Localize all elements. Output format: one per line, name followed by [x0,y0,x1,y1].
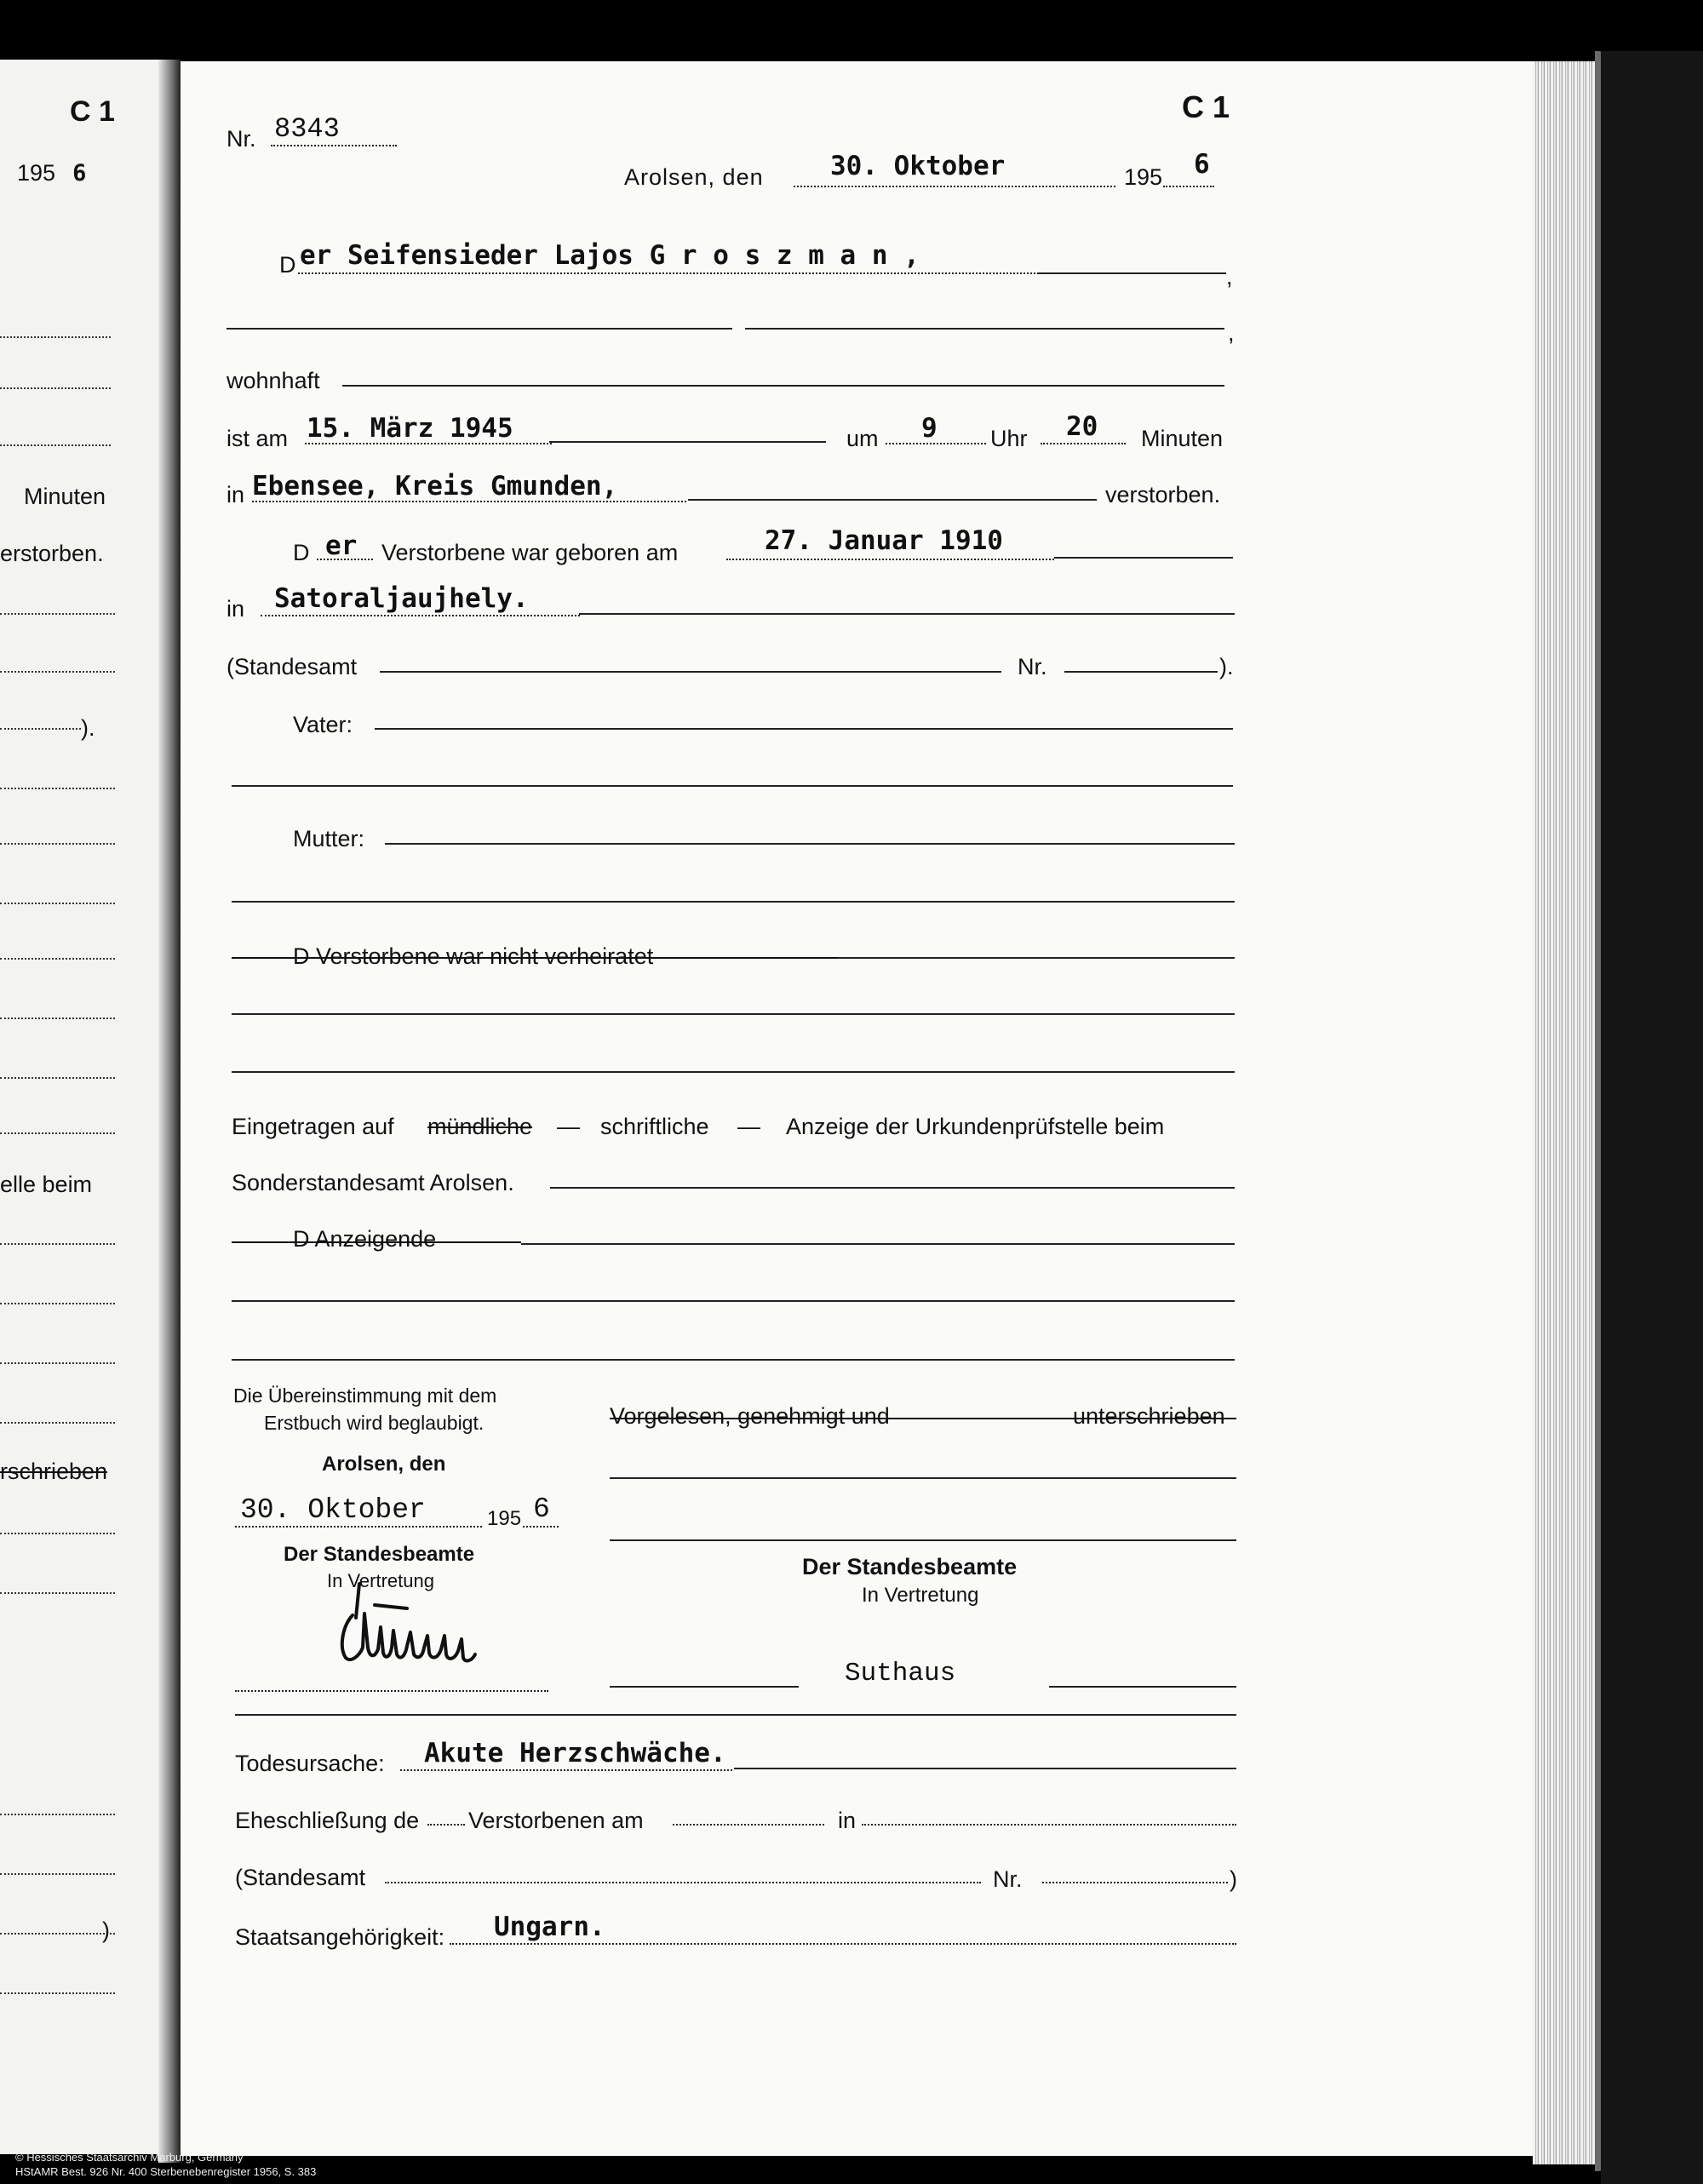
entry-year-digit: 6 [1194,149,1210,180]
death-in-label: in [226,482,245,507]
read-approved: Vorgelesen, genehmigt und [610,1403,890,1429]
certification-line2: Erstbuch wird beglaubigt. [264,1412,485,1434]
marriage-label: Eheschließung de [235,1808,420,1833]
left-page-beim: elle beim [0,1172,93,1197]
certification-line1: Die Übereinstimmung mit dem [233,1384,497,1407]
person-prefix: D [279,252,296,278]
oral-option: mündliche [427,1114,533,1139]
death-place: Ebensee, Kreis Gmunden, [252,471,618,502]
left-page-code: C 1 [70,95,115,128]
official-title-right: Der Standesbeamte [802,1554,1018,1579]
nationality-label: Staatsangehörigkeit: [235,1924,445,1950]
death-minute: 20 [1066,411,1098,442]
marriage-registry-nr: Nr. [993,1866,1023,1892]
marriage-mid: Verstorbenen am [468,1808,644,1833]
birth-place: Satoraljaujhely. [274,583,529,614]
official-title-left: Der Standesbeamte [284,1543,475,1566]
official-sub-left: In Vertretung [327,1570,434,1591]
entered-on-label: Eingetragen auf [232,1114,394,1139]
marriage-registry-close: ) [1230,1866,1237,1892]
nr-label: Nr. [226,126,256,152]
birth-in-label: in [226,596,245,622]
certification-year-prefix: 195 [487,1507,522,1530]
marriage-in: in [838,1808,857,1833]
left-page-signed: rschrieben [0,1459,108,1484]
archive-credit-line2: HStAMR Best. 926 Nr. 400 Sterbenebenregister 1956, S. 383 [15,2165,317,2178]
left-page [0,60,175,2154]
report-text: Anzeige der Urkundenprüfstelle beim [786,1114,1165,1139]
resident-label: wohnhaft [226,368,320,393]
book-gutter [158,60,181,2163]
left-page-paren2: ) [102,1917,110,1943]
born-label: Verstorbene war geboren am [381,540,679,565]
birth-registry-nr-label: Nr. [1018,654,1047,679]
signed-label: unterschrieben [1073,1403,1225,1429]
form-code: C 1 [1182,89,1230,124]
certification-year-digit: 6 [533,1493,550,1525]
certification-date: 30. Oktober [240,1494,426,1526]
at-label: um [846,426,879,451]
page-edges [1533,61,1601,2164]
death-hour: 9 [921,413,938,444]
left-page-year: 195 6 [17,160,87,186]
nationality-value: Ungarn. [494,1912,605,1942]
left-page-minutes: Minuten [24,484,106,509]
left-page-died: erstorben. [0,541,104,566]
cause-value: Akute Herzschwäche. [424,1738,726,1768]
marriage-registry-label: (Standesamt [235,1865,366,1890]
book-cover [1601,51,1703,2184]
left-page-paren: ). [81,715,95,741]
died-label: verstorben. [1105,482,1221,507]
signature-image [334,1579,487,1673]
born-suffix: er [325,530,358,561]
signer-name: Suthaus [845,1659,956,1688]
nr-value: 8343 [274,113,340,145]
informant-text: D Anzeigende [293,1226,437,1252]
archive-credit [15,2150,316,2179]
written-option: schriftliche [600,1114,709,1139]
birth-date: 27. Januar 1910 [765,525,1003,556]
archive-credit-line1: © Hessisches Staatsarchiv Marburg, Germany [15,2151,244,2164]
birth-registry-close: ). [1219,654,1234,679]
cause-label: Todesursache: [235,1751,385,1776]
death-date: 15. März 1945 [307,413,513,444]
died-on-label: ist am [226,426,289,451]
birth-registry-label: (Standesamt [226,654,358,679]
place-date-label: Arolsen, den [624,164,764,190]
mother-label: Mutter: [293,826,365,851]
office-text: Sonderstandesamt Arolsen. [232,1170,514,1195]
official-sub-right: In Vertretung [862,1584,979,1607]
born-prefix: D [293,540,310,565]
father-label: Vater: [293,712,353,737]
certification-place: Arolsen, den [322,1453,446,1476]
minute-label: Minuten [1141,426,1224,451]
entry-date: 30. Oktober [830,151,1006,181]
entry-year-prefix: 195 [1124,164,1163,190]
person-name: er Seifensieder Lajos G r o s z m a n , [300,240,920,271]
hour-label: Uhr [990,426,1028,451]
register-page [181,61,1568,2156]
married-status: D Verstorbene war nicht verheiratet [293,943,654,969]
